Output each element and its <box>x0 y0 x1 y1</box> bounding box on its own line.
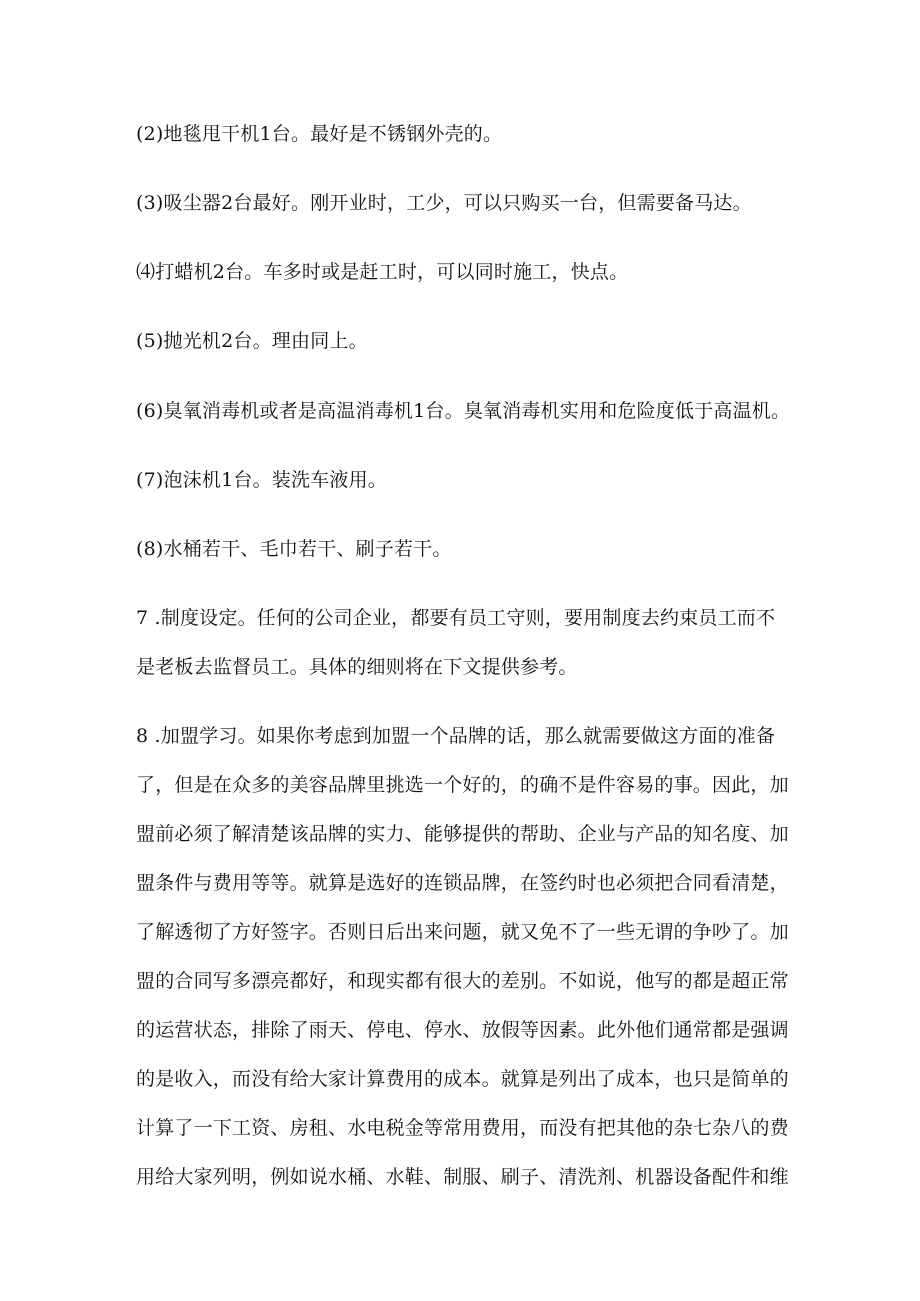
equipment-item-7: (7)泡沫机1台。装洗车液用。 <box>136 469 388 491</box>
paragraph-line: 的运营状态，排除了雨天、停电、停水、放假等因素。此外他们通常都是强调 <box>136 1019 789 1041</box>
equipment-item-2: (2)地毯甩干机1台。最好是不锈钢外壳的。 <box>136 123 503 145</box>
paragraph-line: 盟前必须了解清楚该品牌的实力、能够提供的帮助、企业与产品的知名度、加 <box>136 823 789 845</box>
equipment-item-5: (5)抛光机2台。理由同上。 <box>136 330 368 352</box>
paragraph-line: 8 .加盟学习。如果你考虑到加盟一个品牌的话，那么就需要做这方面的准备 <box>136 725 776 747</box>
equipment-item-3: (3)吸尘器2台最好。刚开业时，工少，可以只购买一台，但需要备马达。 <box>136 192 752 214</box>
equipment-item-8: (8)水桶若干、毛巾若干、刷子若干。 <box>136 538 452 560</box>
paragraph-line: 是老板去监督员工。具体的细则将在下文提供参考。 <box>136 656 578 678</box>
paragraph-line: 了解透彻了方好签字。否则日后出来问题，就又免不了一些无谓的争吵了。加 <box>136 921 789 943</box>
paragraph-line: 用给大家列明，例如说水桶、水鞋、制服、刷子、清洗剂、机器设备配件和维 <box>136 1166 789 1188</box>
paragraph-line: 的是收入，而没有给大家计算费用的成本。就算是列出了成本，也只是简单的 <box>136 1068 789 1090</box>
paragraph-line: 盟的合同写多漂亮都好，和现实都有很大的差别。不如说，他写的都是超正常 <box>136 970 789 992</box>
paragraph-line: 7 .制度设定。任何的公司企业，都要有员工守则，要用制度去约束员工而不 <box>136 607 776 629</box>
paragraph-line: 了，但是在众多的美容品牌里挑选一个好的，的确不是件容易的事。因此，加 <box>136 774 789 796</box>
equipment-item-6: (6)臭氧消毒机或者是高温消毒机1台。臭氧消毒机实用和危险度低于高温机。 <box>136 400 791 422</box>
paragraph-line: 盟条件与费用等等。就算是选好的连锁品牌，在签约时也必须把合同看清楚， <box>136 872 789 894</box>
equipment-item-4: ⑷打蜡机2台。车多时或是赶工时，可以同时施工，快点。 <box>136 261 629 283</box>
paragraph-line: 计算了一下工资、房租、水电税金等常用费用，而没有把其他的杂七杂八的费 <box>136 1117 789 1139</box>
